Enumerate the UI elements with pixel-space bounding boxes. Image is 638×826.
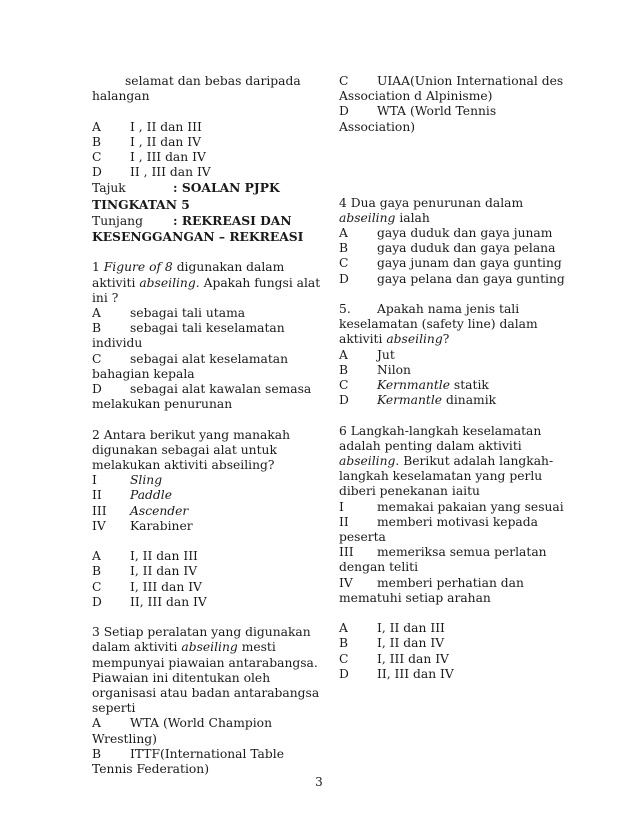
question-3-line: mempunyai piawaian antarabangsa. — [92, 655, 318, 670]
option-line-cont: Wrestling) — [92, 731, 157, 746]
option-line: B I, II dan IV — [92, 564, 198, 579]
question-6-line: diberi penekanan iaitu — [339, 484, 480, 499]
option-line: A sebagai tali utama — [92, 306, 246, 321]
question-3-line: 3 Setiap peralatan yang digunakan — [92, 625, 311, 640]
header-tunjang: Tunjang : REKREASI DAN — [92, 212, 292, 228]
option-line-cont: bahagian kepala — [92, 366, 195, 381]
item-line: I Sling — [92, 473, 163, 488]
item-line: I memakai pakaian yang sesuai — [339, 499, 564, 514]
option-line: B sebagai tali keselamatan — [92, 321, 285, 336]
option-line: C I, III dan IV — [339, 651, 449, 666]
question-3-line: dalam aktiviti abseiling mesti — [92, 640, 276, 655]
item-line-cont: mematuhi setiap arahan — [339, 590, 491, 605]
question-1-line: 1 Figure of 8 digunakan dalam — [92, 260, 285, 275]
question-3-line: Piawaian ini ditentukan oleh — [92, 670, 271, 685]
option-line-cont: Association d Alpinisme) — [339, 89, 493, 104]
item-line-cont: dengan teliti — [339, 560, 419, 575]
option-line-cont: individu — [92, 336, 143, 351]
option-line: B gaya duduk dan gaya pelana — [339, 241, 556, 256]
option-line: C sebagai alat keselamatan — [92, 351, 289, 366]
item-line-cont: peserta — [339, 530, 386, 544]
option-line: C I , III dan IV — [92, 150, 206, 164]
question-6-line: langkah keselamatan yang perlu — [339, 469, 543, 484]
option-line: A I , II dan III — [92, 119, 202, 134]
item-line: IV Karabiner — [92, 518, 193, 533]
option-line: A I, II dan III — [92, 549, 198, 564]
option-line: D II , III dan IV — [92, 165, 211, 180]
option-line: A I, II dan III — [339, 621, 445, 636]
question-2-line: melakukan aktiviti abseiling? — [92, 458, 275, 473]
option-line: B I, II dan IV — [339, 636, 445, 651]
option-line: D WTA (World Tennis — [339, 104, 497, 119]
question-6-line: adalah penting dalam aktiviti — [339, 438, 522, 453]
question-2-line: digunakan sebagai alat untuk — [92, 442, 277, 457]
header-tunjang-cont: KESENGGANGAN – REKREASI — [92, 229, 304, 245]
header-tajuk: Tajuk : SOALAN PJPK — [92, 180, 280, 196]
question-5-line: 5. Apakah nama jenis tali — [339, 301, 520, 316]
option-line: D II, III dan IV — [339, 666, 454, 681]
question-1-line: ini ? — [92, 290, 119, 305]
item-line: III Ascender — [92, 503, 189, 518]
question-1-line: aktiviti abseiling. Apakah fungsi alat — [92, 275, 321, 290]
option-line: C Kernmantle statik — [339, 377, 489, 392]
question-2-line: 2 Antara berikut yang manakah — [92, 427, 291, 442]
item-line: IV memberi perhatian dan — [339, 575, 524, 590]
page-number: 3 — [315, 775, 323, 789]
question-3-line: seperti — [92, 701, 136, 716]
question-5-line: aktiviti abseiling? — [339, 332, 450, 347]
question-3-line: organisasi atau badan antarabangsa — [92, 686, 320, 701]
option-line: C UIAA(Union International des — [339, 74, 564, 88]
option-line: B Nilon — [339, 362, 411, 377]
question-4-line: 4 Dua gaya penurunan dalam — [339, 195, 524, 210]
item-line: II memberi motivasi kepada — [339, 514, 538, 529]
option-line-cont: Tennis Federation) — [92, 762, 210, 777]
right-column — [339, 74, 565, 682]
question-4-line: abseiling ialah — [339, 210, 430, 225]
item-line: III memeriksa semua perlatan — [339, 545, 547, 560]
option-line: C I, III dan IV — [92, 579, 202, 594]
option-line: A gaya duduk dan gaya junam — [339, 225, 553, 240]
option-line: D gaya pelana dan gaya gunting — [339, 271, 565, 286]
item-line: II Paddle — [92, 488, 173, 503]
option-line: A WTA (World Champion — [92, 716, 273, 731]
option-line: B I , II dan IV — [92, 134, 201, 149]
option-line: D II, III dan IV — [92, 594, 207, 609]
option-line-cont: melakukan penurunan — [92, 397, 233, 412]
left-column — [92, 74, 321, 777]
question-5-line: keselamatan (safety line) dalam — [339, 317, 538, 332]
option-line: D Kermantle dinamik — [339, 393, 497, 408]
header-tajuk-cont: TINGKATAN 5 — [92, 196, 190, 212]
option-line: B ITTF(International Table — [92, 746, 284, 761]
question-6-line: abseiling. Berikut adalah langkah- — [339, 453, 554, 468]
text-line: halangan — [92, 89, 150, 104]
text-line: selamat dan bebas daripada — [125, 74, 301, 88]
option-line: C gaya junam dan gaya gunting — [339, 256, 562, 271]
option-line: A Jut — [339, 347, 395, 362]
option-line-cont: Association) — [339, 119, 416, 134]
option-line: D sebagai alat kawalan semasa — [92, 382, 312, 397]
question-6-line: 6 Langkah-langkah keselamatan — [339, 423, 542, 438]
